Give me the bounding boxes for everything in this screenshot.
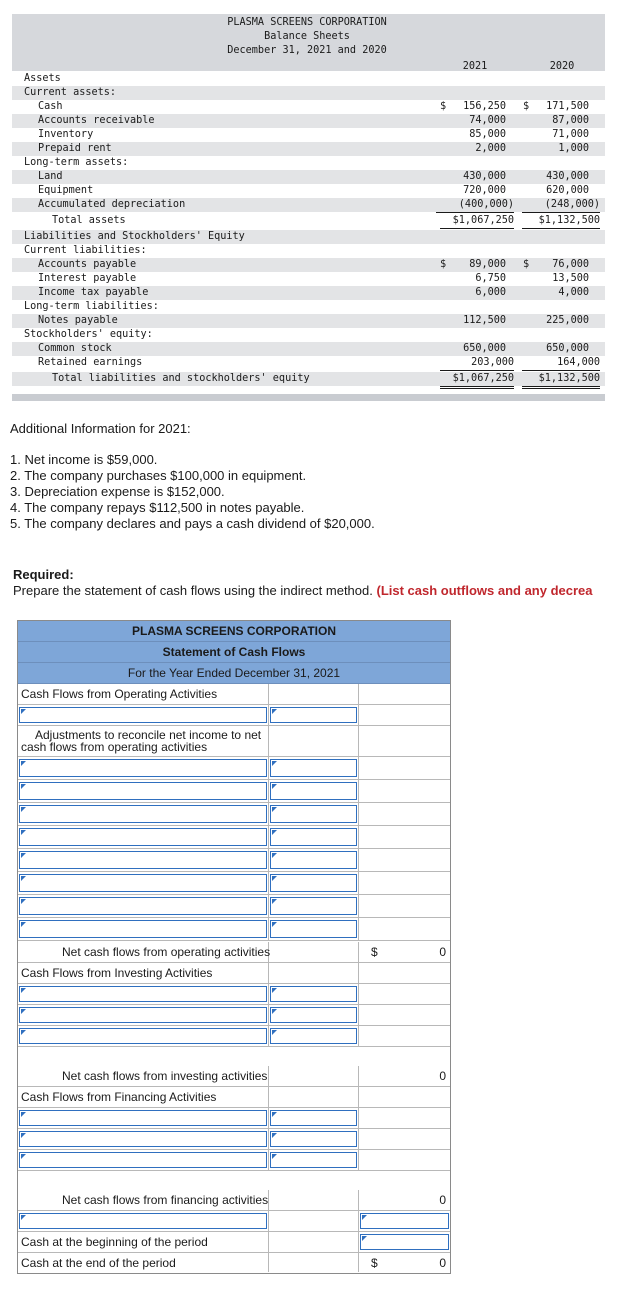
cash-beginning-row [18,1232,450,1253]
net-operating-row [18,942,450,963]
info-item: 2. The company purchases $100,000 in equipment. [10,468,307,483]
amount-input[interactable] [270,828,357,846]
ap-row: Accounts payable $ 89,000 $ 76,000 [12,258,605,272]
amount-input[interactable] [270,851,357,869]
se-label: Stockholders' equity: [24,329,153,340]
account-input[interactable] [19,1152,267,1168]
bs-dates: December 31, 2021 and 2020 [227,45,387,56]
income-tax-row: Income tax payable 6,000 4,000 [12,286,605,300]
inventory-row: Inventory 85,000 71,000 [38,129,589,140]
accum-dep-row: Accumulated depreciation (400,000) (248,000) [12,198,605,212]
adjustments-row [18,726,450,757]
account-input[interactable] [19,759,267,777]
prepaid-row: Prepaid rent 2,000 1,000 [12,142,605,156]
net-financing-value: 0 [439,1193,446,1207]
account-input[interactable] [19,805,267,823]
adjustments-label-1: Adjustments to reconcile net income to net [35,728,262,742]
investing-header: Cash Flows from Investing Activities [21,966,213,980]
required-text: Prepare the statement of cash flows using the indirect method. (List cash outflows and any decrea [13,583,593,598]
balance-sheet [12,14,605,401]
table-row [18,1150,450,1171]
amount-input[interactable] [270,874,357,892]
table-row [18,872,450,895]
operating-header-row [18,684,450,705]
common-stock-row: Common stock 650,000 650,000 [12,342,605,356]
investing-header-row [18,963,450,984]
account-input[interactable] [19,1110,267,1126]
bs-bottom-bar [12,394,605,401]
cash-beginning-input[interactable] [360,1234,449,1250]
info-item: 1. Net income is $59,000. [10,452,158,467]
net-investing-label: Net cash flows from investing activities [62,1069,268,1083]
cash-flow-worksheet [17,620,451,1274]
net-change-row [18,1211,450,1232]
additional-info-title: Additional Information for 2021: [10,421,191,436]
year-2021: 2021 [462,61,488,72]
current-assets-label: Current assets: [24,87,117,98]
account-input[interactable] [19,1007,267,1023]
notes-payable-row: Notes payable 112,500 225,000 [12,314,605,328]
additional-info-list [10,452,375,532]
amount-input[interactable] [270,1131,357,1147]
cash-end-row [18,1253,450,1272]
account-input[interactable] [19,897,267,915]
net-change-label-input[interactable] [19,1213,267,1229]
amount-input[interactable] [270,782,357,800]
table-row [18,826,450,849]
financing-header: Cash Flows from Financing Activities [21,1090,217,1104]
amount-input[interactable] [270,1110,357,1126]
info-item: 3. Depreciation expense is $152,000. [10,484,225,499]
amount-input[interactable] [270,1152,357,1168]
table-row [18,803,450,826]
account-input[interactable] [19,874,267,892]
cash-beginning-label: Cash at the beginning of the period [21,1235,208,1249]
table-row [18,918,450,941]
account-input[interactable] [19,1131,267,1147]
cash-end-label: Cash at the end of the period [21,1256,176,1270]
amount-input[interactable] [270,1028,357,1044]
account-input[interactable] [19,1028,267,1044]
info-item: 4. The company repays $112,500 in notes payable. [10,500,305,515]
table-row [18,849,450,872]
net-investing-row [18,1066,450,1087]
table-row [18,895,450,918]
lt-assets-label: Long-term assets: [24,157,129,168]
required-red-note: (List cash outflows and any decrea [376,583,593,598]
account-input[interactable] [19,920,267,938]
lt-liab-label: Long-term liabilities: [24,301,159,312]
net-financing-label: Net cash flows from financing activities [62,1193,269,1207]
ar-row: Accounts receivable 74,000 87,000 [12,114,605,128]
info-item: 5. The company declares and pays a cash dividend of $20,000. [10,516,375,531]
account-input[interactable] [19,828,267,846]
total-le-row: Total liabilities and stockholders' equity $1,067,250 $1,132,500 [12,372,605,386]
table-row [18,1108,450,1129]
net-operating-label: Net cash flows from operating activities [62,945,271,959]
net-change-amount-input[interactable] [360,1213,449,1229]
interest-payable-row: Interest payable 6,750 13,500 [38,273,589,284]
equipment-row: Equipment 720,000 620,000 [38,185,589,196]
amount-input[interactable] [270,920,357,938]
total-assets-row: Total assets $1,067,250 $1,132,500 [12,214,605,228]
ws-company: PLASMA SCREENS CORPORATION [18,621,450,642]
amount-input[interactable] [270,897,357,915]
ws-period: For the Year Ended December 31, 2021 [18,663,450,684]
table-row [18,1129,450,1150]
dollar-sign: $ [371,1256,378,1270]
operating-header: Cash Flows from Operating Activities [21,687,218,701]
table-row [18,984,450,1005]
table-row [18,1026,450,1047]
net-investing-value: 0 [439,1069,446,1083]
amount-input[interactable] [270,1007,357,1023]
table-row [18,1005,450,1026]
net-operating-value: 0 [439,945,446,959]
net-financing-row [18,1190,450,1211]
amount-input[interactable] [270,986,357,1002]
account-input[interactable] [19,782,267,800]
ws-statement: Statement of Cash Flows [18,642,450,663]
account-input[interactable] [19,707,267,723]
cash-row: Cash $ 156,250 $ 171,500 [38,101,589,112]
table-row [18,757,450,780]
year-2020: 2020 [549,61,575,72]
cash-end-value: 0 [439,1256,446,1270]
table-row [18,705,450,726]
bs-company: PLASMA SCREENS CORPORATION [227,17,387,28]
bs-statement: Balance Sheets [264,31,350,42]
dollar-sign: $ [371,945,378,959]
table-row [18,780,450,803]
current-liab-label: Current liabilities: [24,245,147,256]
amount-input[interactable] [270,759,357,777]
amount-input[interactable] [270,707,357,723]
adjustments-label-2: cash flows from operating activities [21,740,208,754]
amount-input[interactable] [270,805,357,823]
required-heading: Required: [13,567,74,582]
liab-equity-label: Liabilities and Stockholders' Equity [24,231,245,242]
account-input[interactable] [19,851,267,869]
retained-earnings-row: Retained earnings 203,000 164,000 [12,356,605,370]
account-input[interactable] [19,986,267,1002]
financing-header-row [18,1087,450,1108]
assets-label: Assets [24,73,61,84]
land-row: Land 430,000 430,000 [12,170,605,184]
